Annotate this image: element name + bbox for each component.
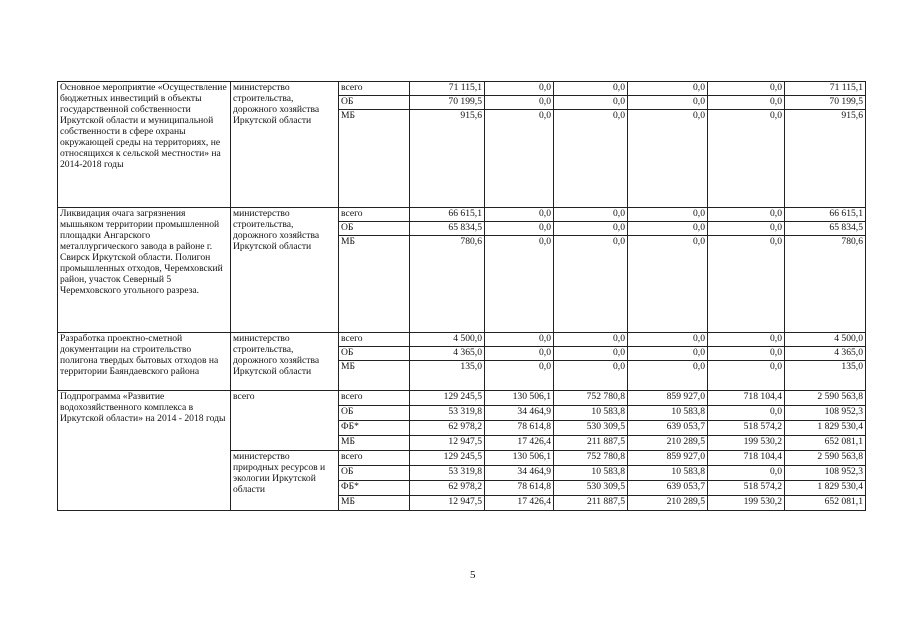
amount-cell: 0,0: [485, 236, 554, 333]
amount-cell: 12 947,5: [410, 436, 485, 451]
table-row: [58, 208, 866, 222]
amount-cell: 0,0: [554, 208, 628, 222]
amount-cell: 108 952,3: [785, 466, 866, 481]
amount-cell: 71 115,1: [410, 82, 485, 96]
page-number: 5: [470, 569, 476, 581]
amount-cell: 12 947,5: [410, 496, 485, 511]
funding-source: всего: [339, 333, 410, 347]
amount-cell: 130 506,1: [485, 451, 554, 466]
funding-source: всего: [339, 391, 410, 406]
funding-source: ОБ: [339, 347, 410, 361]
amount-cell: 199 530,2: [708, 496, 785, 511]
amount-cell: 915,6: [785, 110, 866, 208]
amount-cell: 915,6: [410, 110, 485, 208]
amount-cell: 4 365,0: [410, 347, 485, 361]
amount-cell: 639 053,7: [628, 481, 708, 496]
amount-cell: 0,0: [554, 236, 628, 333]
amount-cell: 0,0: [485, 222, 554, 236]
funding-source: всего: [339, 82, 410, 96]
amount-cell: 2 590 563,8: [785, 451, 866, 466]
amount-cell: 17 426,4: [485, 496, 554, 511]
funding-source: всего: [339, 451, 410, 466]
activity-name: Разработка проектно-сметной документации на строительство полигона твердых бытовых отходов на территории Баяндаевского района: [58, 333, 231, 391]
amount-cell: 652 081,1: [785, 496, 866, 511]
amount-cell: 78 614,8: [485, 421, 554, 436]
amount-cell: 4 500,0: [785, 333, 866, 347]
amount-cell: 70 199,5: [785, 96, 866, 110]
amount-cell: 10 583,8: [628, 406, 708, 421]
activity-name: Ликвидация очага загрязнения мышьяком территории промышленной площадки Ангарского металлургического завода в районе г. Свирск Иркутской области. Полигон промышленных отходов, Черемховский район, участок Северный 5 Черемховского угольного разреза.: [58, 208, 231, 333]
amount-cell: 211 887,5: [554, 436, 628, 451]
amount-cell: 859 927,0: [628, 391, 708, 406]
amount-cell: 0,0: [554, 347, 628, 361]
amount-cell: 0,0: [708, 208, 785, 222]
subprogram-name: Подпрограмма «Развитие водохозяйственного комплекса в Иркутской области» на 2014 - 2018 годы: [58, 391, 231, 511]
amount-cell: 66 615,1: [410, 208, 485, 222]
amount-cell: 0,0: [628, 347, 708, 361]
amount-cell: 34 464,9: [485, 406, 554, 421]
amount-cell: 0,0: [554, 82, 628, 96]
executor-name: министерство природных ресурсов и экологии Иркутской области: [231, 451, 339, 511]
funding-source: ОБ: [339, 222, 410, 236]
funding-source: МБ: [339, 236, 410, 333]
budget-table: [57, 81, 866, 511]
amount-cell: 66 615,1: [785, 208, 866, 222]
amount-cell: 0,0: [485, 361, 554, 391]
executor-name: министерство строительства, дорожного хозяйства Иркутской области: [231, 333, 339, 391]
executor-name: министерство строительства, дорожного хозяйства Иркутской области: [231, 208, 339, 333]
amount-cell: 10 583,8: [554, 406, 628, 421]
amount-cell: 199 530,2: [708, 436, 785, 451]
table-row: [58, 82, 866, 96]
amount-cell: 639 053,7: [628, 421, 708, 436]
funding-source: ОБ: [339, 406, 410, 421]
amount-cell: 4 365,0: [785, 347, 866, 361]
amount-cell: 0,0: [628, 236, 708, 333]
amount-cell: 0,0: [708, 110, 785, 208]
amount-cell: 0,0: [708, 333, 785, 347]
funding-source: ОБ: [339, 466, 410, 481]
amount-cell: 210 289,5: [628, 496, 708, 511]
amount-cell: 108 952,3: [785, 406, 866, 421]
executor-name: министерство строительства, дорожного хозяйства Иркутской области: [231, 82, 339, 208]
amount-cell: 129 245,5: [410, 391, 485, 406]
amount-cell: 0,0: [628, 208, 708, 222]
amount-cell: 0,0: [628, 361, 708, 391]
amount-cell: 129 245,5: [410, 451, 485, 466]
amount-cell: 530 309,5: [554, 481, 628, 496]
funding-source: МБ: [339, 496, 410, 511]
amount-cell: 1 829 530,4: [785, 421, 866, 436]
amount-cell: 530 309,5: [554, 421, 628, 436]
amount-cell: 0,0: [628, 82, 708, 96]
funding-source: ФБ*: [339, 421, 410, 436]
amount-cell: 0,0: [485, 82, 554, 96]
funding-source: МБ: [339, 361, 410, 391]
amount-cell: 135,0: [410, 361, 485, 391]
amount-cell: 53 319,8: [410, 406, 485, 421]
executor-name: всего: [231, 391, 339, 451]
amount-cell: 62 978,2: [410, 421, 485, 436]
amount-cell: 0,0: [554, 110, 628, 208]
amount-cell: 10 583,8: [628, 466, 708, 481]
amount-cell: 2 590 563,8: [785, 391, 866, 406]
funding-source: всего: [339, 208, 410, 222]
amount-cell: 0,0: [708, 96, 785, 110]
amount-cell: 10 583,8: [554, 466, 628, 481]
amount-cell: 70 199,5: [410, 96, 485, 110]
amount-cell: 718 104,4: [708, 391, 785, 406]
amount-cell: 34 464,9: [485, 466, 554, 481]
amount-cell: 65 834,5: [410, 222, 485, 236]
amount-cell: 62 978,2: [410, 481, 485, 496]
amount-cell: 0,0: [485, 333, 554, 347]
amount-cell: 0,0: [628, 222, 708, 236]
amount-cell: 0,0: [554, 361, 628, 391]
funding-source: МБ: [339, 110, 410, 208]
amount-cell: 78 614,8: [485, 481, 554, 496]
amount-cell: 65 834,5: [785, 222, 866, 236]
amount-cell: 0,0: [708, 82, 785, 96]
amount-cell: 0,0: [628, 110, 708, 208]
table-row: [58, 391, 866, 406]
amount-cell: 752 780,8: [554, 391, 628, 406]
amount-cell: 1 829 530,4: [785, 481, 866, 496]
amount-cell: 210 289,5: [628, 436, 708, 451]
amount-cell: 53 319,8: [410, 466, 485, 481]
amount-cell: 752 780,8: [554, 451, 628, 466]
amount-cell: 130 506,1: [485, 391, 554, 406]
amount-cell: 780,6: [410, 236, 485, 333]
amount-cell: 0,0: [708, 236, 785, 333]
activity-name: Основное мероприятие «Осуществление бюджетных инвестиций в объекты государственной собственности Иркутской области и муниципальной собственности в сфере охраны окружающей среды на территориях, не относящихся к сельской местности» на 2014-2018 годы: [58, 82, 231, 208]
amount-cell: 0,0: [708, 347, 785, 361]
amount-cell: 0,0: [485, 110, 554, 208]
amount-cell: 0,0: [485, 347, 554, 361]
funding-source: ОБ: [339, 96, 410, 110]
amount-cell: 0,0: [485, 208, 554, 222]
amount-cell: 0,0: [554, 333, 628, 347]
amount-cell: 0,0: [708, 406, 785, 421]
amount-cell: 652 081,1: [785, 436, 866, 451]
amount-cell: 71 115,1: [785, 82, 866, 96]
amount-cell: 518 574,2: [708, 481, 785, 496]
amount-cell: 0,0: [485, 96, 554, 110]
amount-cell: 17 426,4: [485, 436, 554, 451]
amount-cell: 4 500,0: [410, 333, 485, 347]
funding-source: МБ: [339, 436, 410, 451]
amount-cell: 780,6: [785, 236, 866, 333]
amount-cell: 859 927,0: [628, 451, 708, 466]
funding-source: ФБ*: [339, 481, 410, 496]
amount-cell: 0,0: [708, 361, 785, 391]
table-row: [58, 333, 866, 347]
amount-cell: 718 104,4: [708, 451, 785, 466]
amount-cell: 518 574,2: [708, 421, 785, 436]
amount-cell: 0,0: [554, 222, 628, 236]
amount-cell: 0,0: [628, 96, 708, 110]
amount-cell: 0,0: [628, 333, 708, 347]
amount-cell: 0,0: [554, 96, 628, 110]
amount-cell: 0,0: [708, 466, 785, 481]
amount-cell: 0,0: [708, 222, 785, 236]
amount-cell: 135,0: [785, 361, 866, 391]
amount-cell: 211 887,5: [554, 496, 628, 511]
